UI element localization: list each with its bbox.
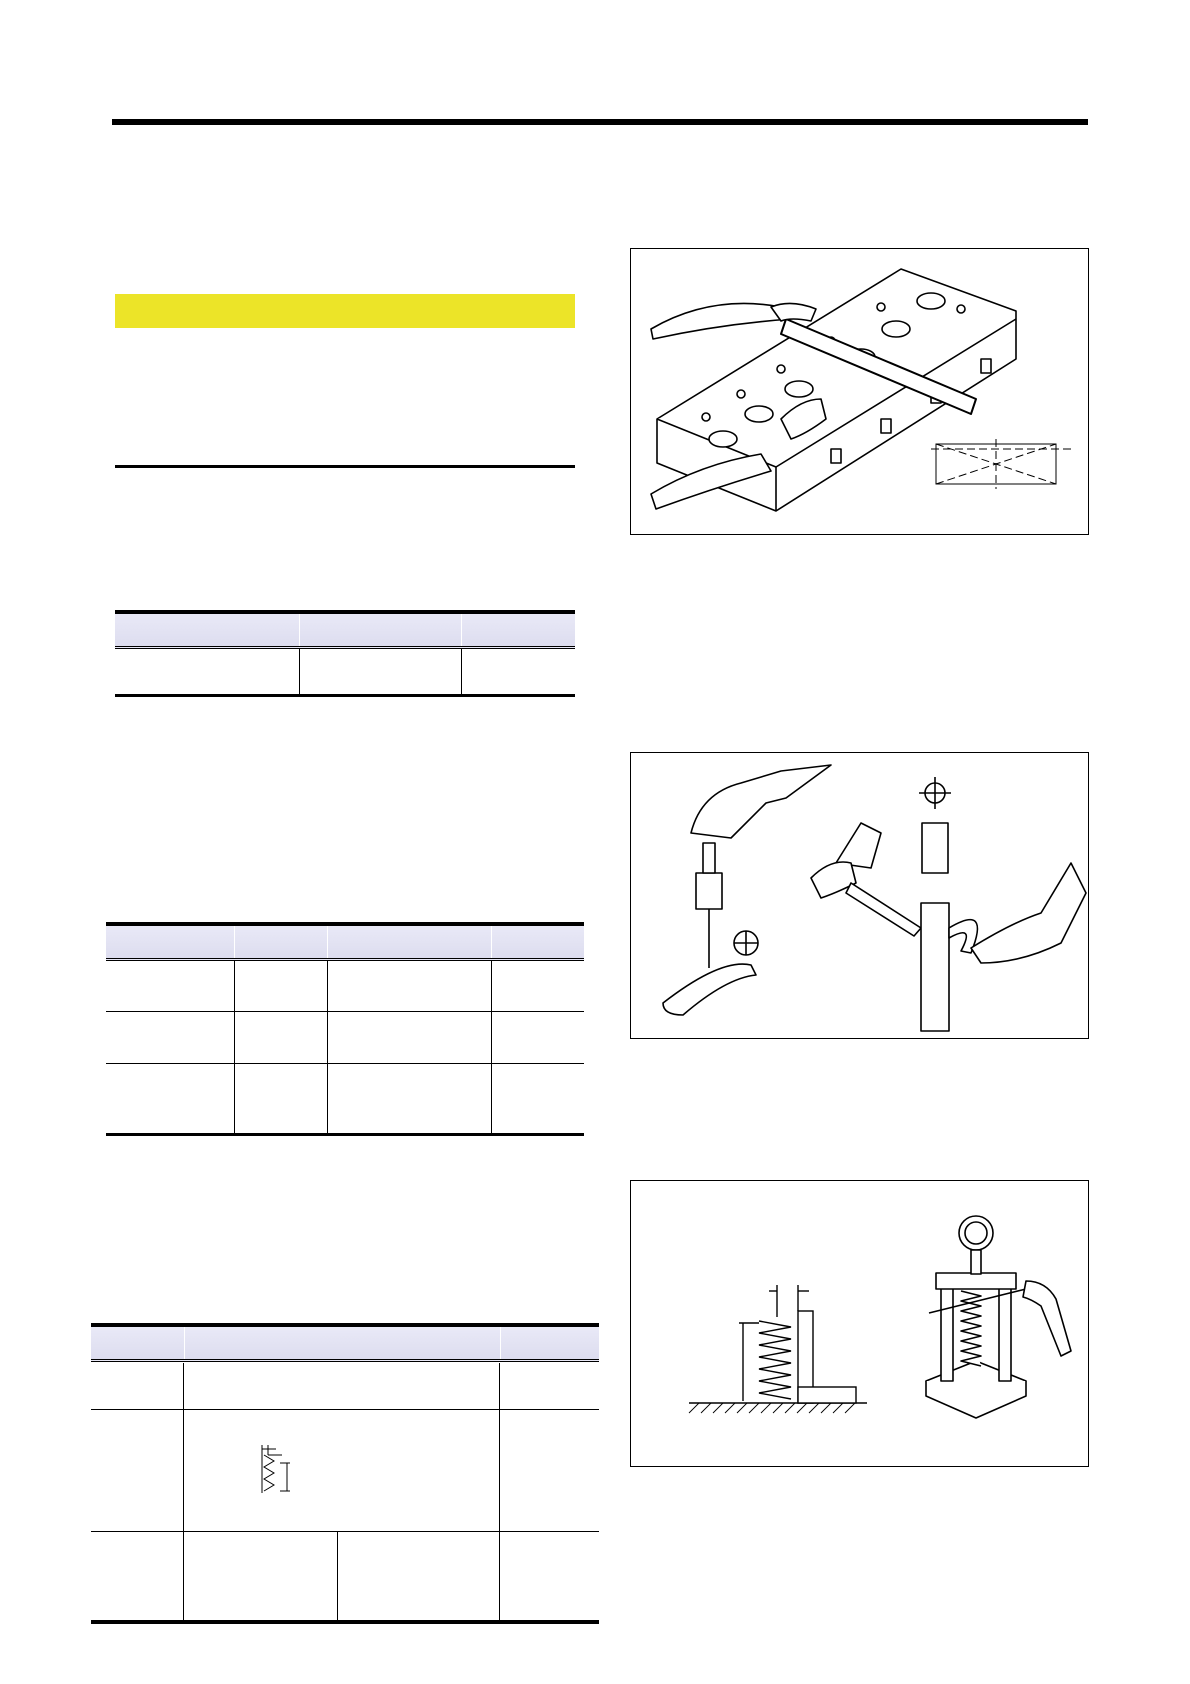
table-cell: [327, 1012, 491, 1064]
table-cell: [299, 648, 461, 696]
table-header-cell: [115, 612, 299, 648]
table-header-cell: [327, 924, 491, 960]
cylinder-head-flatness-straightedge-illustration: [631, 249, 1088, 534]
table-cell: [234, 1012, 327, 1064]
figure-cylinder-head-flatness: [630, 248, 1089, 535]
table-header-cell: [106, 924, 234, 960]
table-header-cell: [461, 612, 575, 648]
table-vline: [183, 1363, 184, 1621]
table-vline: [499, 1363, 500, 1621]
table-cell: [106, 960, 234, 1012]
table-cell: [234, 960, 327, 1012]
table-header-row: [91, 1327, 599, 1362]
table-cell: [106, 1012, 234, 1064]
figure-valve-guide-measurement: [630, 752, 1089, 1039]
spec-table-valve-guide: [106, 922, 584, 1136]
table-header-cell: [184, 1327, 500, 1359]
spring-tilt-diagram-icon: [256, 1441, 304, 1497]
valve-spring-squareness-and-tension-tester-illustration: [631, 1181, 1088, 1466]
table-header-cell: [234, 924, 327, 960]
table-header-cell: [91, 1327, 183, 1359]
figure-valve-spring-test: [630, 1180, 1089, 1467]
table-cell: [491, 1012, 584, 1064]
caution-body: [115, 330, 575, 462]
table-hline: [91, 1531, 599, 1532]
table-cell: [491, 1064, 584, 1135]
spec-table-valve-spring: [91, 1323, 599, 1625]
table-cell: [327, 960, 491, 1012]
table-cell: [491, 960, 584, 1012]
spec-table-flatness: [115, 610, 575, 697]
table-cell: [115, 648, 299, 696]
caution-header: [115, 294, 575, 328]
table-header-cell: [491, 924, 584, 960]
table-cell: [327, 1064, 491, 1135]
caution-bottom-rule: [115, 465, 575, 468]
table-header-cell: [500, 1327, 600, 1359]
table-vline: [337, 1532, 338, 1621]
table-cell: [106, 1064, 234, 1135]
table-cell: [234, 1064, 327, 1135]
table-header-cell: [299, 612, 461, 648]
table-hline: [91, 1409, 599, 1410]
page-top-rule: [112, 119, 1088, 125]
valve-guide-bore-gauge-and-micrometer-illustration: [631, 753, 1088, 1038]
table-cell: [461, 648, 575, 696]
table-bottom-rule: [91, 1620, 599, 1624]
